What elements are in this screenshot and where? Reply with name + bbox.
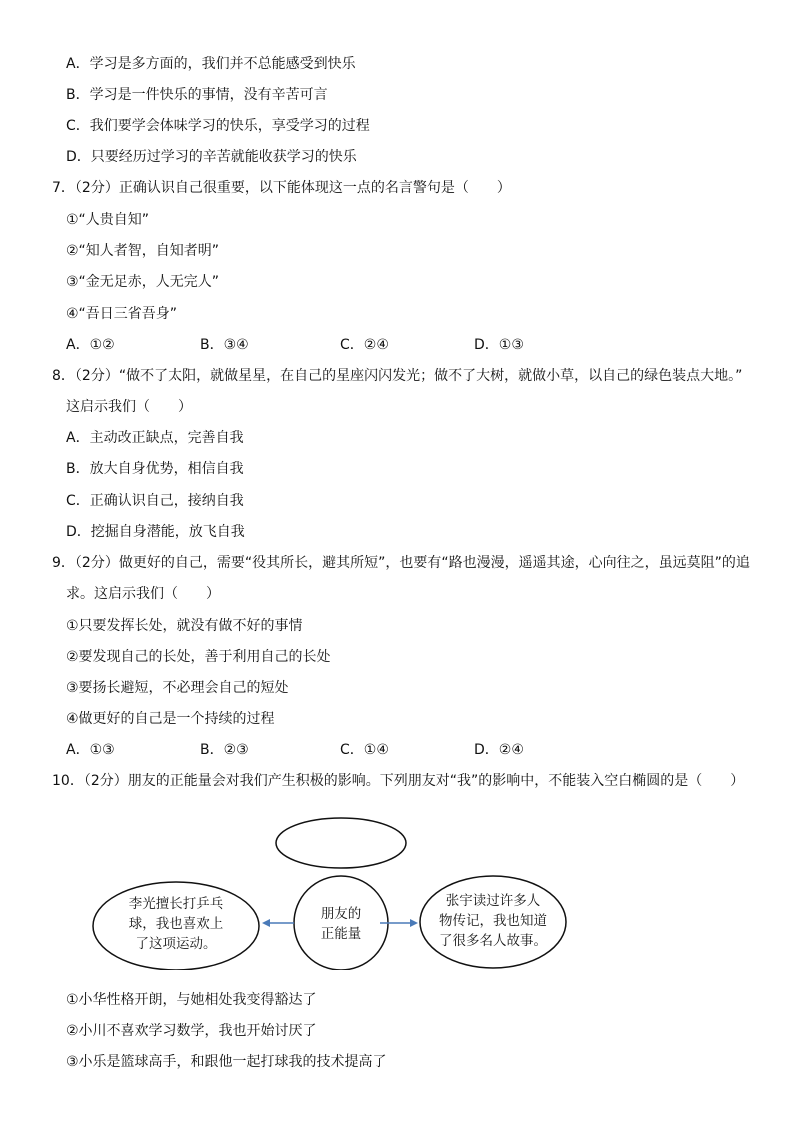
q10-item-1: ①小华性格开朗，与她相处我变得豁达了 (66, 992, 317, 1008)
right-text-line3: 了很多名人故事。 (439, 933, 547, 949)
q9-item-4: ④做更好的自己是一个持续的过程 (66, 711, 275, 727)
q8-option-a: A．主动改正缺点，完善自我 (66, 430, 244, 446)
q6-option-a: A．学习是多方面的，我们并不总能感受到快乐 (66, 56, 356, 72)
q9-item-1: ①只要发挥长处，就没有做不好的事情 (66, 618, 303, 634)
right-text-line2: 物传记，我也知道 (439, 913, 547, 929)
q8-stem-line2: 这启示我们（ ） (66, 399, 192, 415)
q7-option-a: A．①② (66, 337, 115, 353)
q9-option-d: D．②④ (474, 742, 524, 758)
center-label-line2: 正能量 (320, 926, 362, 942)
q6-option-b: B．学习是一件快乐的事情，没有辛苦可言 (66, 87, 328, 103)
q10-item-3: ③小乐是篮球高手，和跟他一起打球我的技术提高了 (66, 1054, 387, 1070)
arrow-left-head (262, 919, 270, 927)
q7-option-b: B．③④ (200, 337, 249, 353)
center-circle (294, 876, 388, 970)
right-text-line1: 张宇读过许多人 (445, 893, 541, 909)
q9-option-c: C．①④ (340, 742, 389, 758)
q7-stem: 7．（2分）正确认识自己很重要，以下能体现这一点的名言警句是（ ） (52, 180, 511, 196)
q7-option-d: D．①③ (474, 337, 524, 353)
q6-option-d: D．只要经历过学习的辛苦就能收获学习的快乐 (66, 149, 357, 165)
arrow-right-head (410, 919, 418, 927)
right-diagram-part (380, 860, 570, 970)
q9-stem-line2: 求。这启示我们（ ） (66, 586, 220, 602)
q9-option-a: A．①③ (66, 742, 115, 758)
q9-item-3: ③要扬长避短，不必理会自己的短处 (66, 680, 289, 696)
q9-stem-line1: 9．（2分）做更好的自己，需要“役其所长，避其所短”，也要有“路也漫漫，遥遥其途，心向往之，虽远莫阻”的追 (52, 555, 750, 571)
q8-option-d: D．挖掘自身潜能，放飞自我 (66, 524, 245, 540)
q10-item-2: ②小川不喜欢学习数学，我也开始讨厌了 (66, 1023, 317, 1039)
q10-stem: 10．（2分）朋友的正能量会对我们产生积极的影响。下列朋友对“我”的影响中，不能装入空白椭圆的是（ ） (52, 773, 745, 789)
q8-stem-line1: 8．（2分）“做不了太阳，就做星星，在自己的星座闪闪发光；做不了大树，就做小草，以自己的绿色装点大地。” (52, 368, 743, 384)
q8-option-c: C．正确认识自己，接纳自我 (66, 493, 244, 509)
left-text-line2: 球，我也喜欢上 (128, 916, 224, 932)
q9-item-2: ②要发现自己的长处，善于利用自己的长处 (66, 649, 331, 665)
q7-item-3: ③“金无足赤，人无完人” (66, 274, 220, 290)
q7-item-2: ②“知人者智，自知者明” (66, 243, 220, 259)
q8-option-b: B．放大自身优势，相信自我 (66, 461, 244, 477)
left-text-line3: 了这项运动。 (135, 936, 217, 952)
q7-option-c: C．②④ (340, 337, 389, 353)
q7-item-1: ①“人贵自知” (66, 212, 150, 228)
q6-option-c: C．我们要学会体味学习的快乐，享受学习的过程 (66, 118, 370, 134)
center-label-line1: 朋友的 (320, 906, 362, 922)
q7-item-4: ④“吾日三省吾身” (66, 306, 178, 322)
q9-option-b: B．②③ (200, 742, 249, 758)
left-text-line1: 李光擅长打乒乓 (128, 896, 224, 912)
